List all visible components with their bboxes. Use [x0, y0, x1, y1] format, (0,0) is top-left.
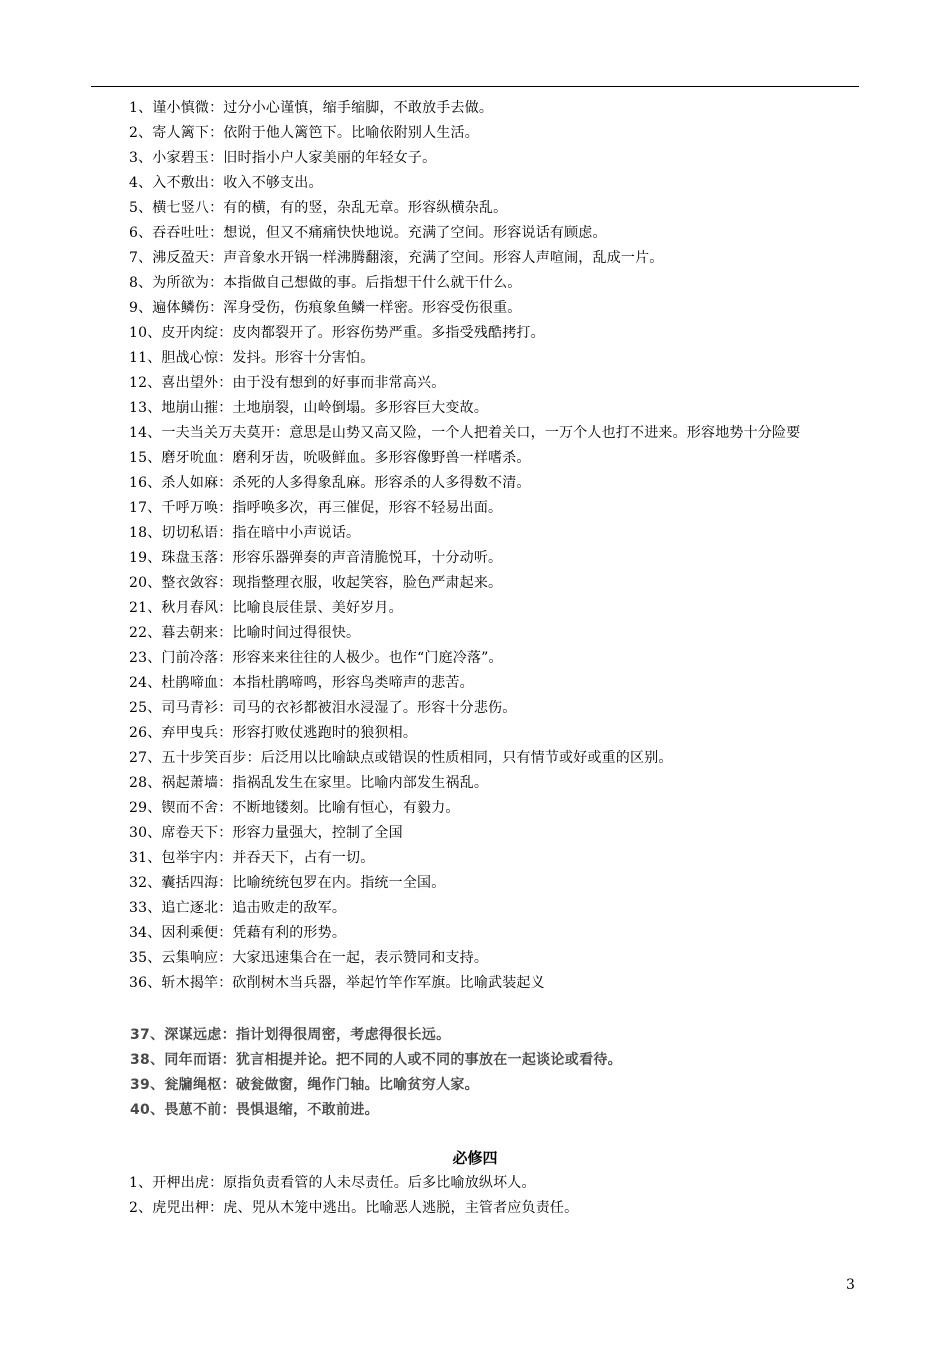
idiom-entry: 11、胆战心惊：发抖。形容十分害怕。: [129, 350, 375, 366]
idiom-entry: 14、一夫当关万夫莫开：意思是山势又高又险，一个人把着关口，一万个人也打不进来。形容地势十分险要: [129, 425, 801, 441]
scanned-idiom-entry: 38、同年而语：犹言相提并论。把不同的人或不同的事放在一起谈论或看待。: [130, 1052, 622, 1068]
idiom-entry: 7、沸反盈天：声音象水开锅一样沸腾翻滚，充满了空间。形容人声喧闹，乱成一片。: [129, 250, 664, 266]
idiom-entry: 2、虎兕出柙：虎、兕从木笼中逃出。比喻恶人逃脱，主管者应负责任。: [129, 1200, 579, 1216]
idiom-entry: 10、皮开肉绽：皮肉都裂开了。形容伤势严重。多指受残酷拷打。: [129, 325, 545, 341]
header-rule: [91, 86, 859, 87]
idiom-entry: 1、谨小慎微：过分小心谨慎，缩手缩脚，不敢放手去做。: [129, 100, 494, 116]
idiom-entry: 23、门前冷落：形容来来往往的人极少。也作“门庭冷落”。: [129, 650, 503, 666]
idiom-entry: 32、囊括四海：比喻统统包罗在内。指统一全国。: [129, 875, 446, 891]
idiom-entry: 34、因利乘便：凭藉有利的形势。: [129, 925, 347, 941]
idiom-entry: 22、暮去朝来：比喻时间过得很快。: [129, 625, 361, 641]
idiom-entry: 35、云集响应：大家迅速集合在一起，表示赞同和支持。: [129, 950, 489, 966]
page-number: 3: [846, 1277, 855, 1293]
idiom-entry: 29、锲而不舍：不断地镂刻。比喻有恒心，有毅力。: [129, 800, 460, 816]
idiom-entry: 9、遍体鳞伤：浑身受伤，伤痕象鱼鳞一样密。形容受伤很重。: [129, 300, 522, 316]
scanned-idiom-entry: 37、深谋远虑：指计划得很周密，考虑得很长远。: [130, 1027, 451, 1043]
idiom-entry: 13、地崩山摧：土地崩裂，山岭倒塌。多形容巨大变故。: [129, 400, 489, 416]
idiom-entry: 19、珠盘玉落：形容乐器弹奏的声音清脆悦耳，十分动听。: [129, 550, 503, 566]
idiom-entry: 31、包举宇内：并吞天下，占有一切。: [129, 850, 375, 866]
scanned-idiom-entry: 40、畏葸不前：畏惧退缩，不敢前进。: [130, 1102, 379, 1118]
idiom-entry: 36、斩木揭竿：砍削树木当兵器，举起竹竿作军旗。比喻武装起义: [129, 975, 545, 991]
idiom-entry: 33、追亡逐北：追击败走的敌军。: [129, 900, 347, 916]
idiom-entry: 28、祸起萧墙：指祸乱发生在家里。比喻内部发生祸乱。: [129, 775, 489, 791]
section-idiom-list: [91, 1171, 861, 1221]
section-title: 必修四: [452, 1149, 498, 1167]
idiom-entry: 4、入不敷出：收入不够支出。: [129, 175, 323, 191]
idiom-entry: 17、千呼万唤：指呼唤多次，再三催促，形容不轻易出面。: [129, 500, 503, 516]
idiom-entry: 3、小家碧玉：旧时指小户人家美丽的年轻女子。: [129, 150, 437, 166]
idiom-entry: 20、整衣敛容：现指整理衣服，收起笑容，脸色严肃起来。: [129, 575, 503, 591]
idiom-entry: 30、席卷天下：形容力量强大，控制了全国: [129, 825, 403, 841]
idiom-entry: 21、秋月春风：比喻良辰佳景、美好岁月。: [129, 600, 403, 616]
idiom-entry: 26、弃甲曳兵：形容打败仗逃跑时的狼狈相。: [129, 725, 418, 741]
idiom-entry: 24、杜鹃啼血：本指杜鹃啼鸣，形容鸟类啼声的悲苦。: [129, 675, 474, 691]
idiom-entry: 6、吞吞吐吐：想说，但又不痛痛快快地说。充满了空间。形容说话有顾虑。: [129, 225, 607, 241]
idiom-entry: 25、司马青衫：司马的衣衫都被泪水浸湿了。形容十分悲伤。: [129, 700, 517, 716]
idiom-entry: 8、为所欲为：本指做自己想做的事。后指想干什么就干什么。: [129, 275, 522, 291]
idiom-entry: 27、五十步笑百步：后泛用以比喻缺点或错误的性质相同，只有情节或好或重的区别。: [129, 750, 673, 766]
idiom-entry: 18、切切私语：指在暗中小声说话。: [129, 525, 361, 541]
idiom-entry: 12、喜出望外：由于没有想到的好事而非常高兴。: [129, 375, 446, 391]
idiom-entry: 16、杀人如麻：杀死的人多得象乱麻。形容杀的人多得数不清。: [129, 475, 531, 491]
idiom-entry: 2、寄人篱下：依附于他人篱笆下。比喻依附别人生活。: [129, 125, 479, 141]
idiom-entry: 15、磨牙吮血：磨利牙齿，吮吸鲜血。多形容像野兽一样嗜杀。: [129, 450, 531, 466]
idiom-list: [91, 96, 861, 996]
scanned-idiom-entry: 39、瓮牖绳枢：破瓮做窗，绳作门轴。比喻贫穷人家。: [130, 1077, 479, 1093]
idiom-entry: 5、横七竖八：有的横，有的竖，杂乱无章。形容纵横杂乱。: [129, 200, 508, 216]
idiom-entry: 1、开柙出虎：原指负责看管的人未尽责任。后多比喻放纵坏人。: [129, 1175, 536, 1191]
scanned-image-block: [130, 1023, 830, 1123]
